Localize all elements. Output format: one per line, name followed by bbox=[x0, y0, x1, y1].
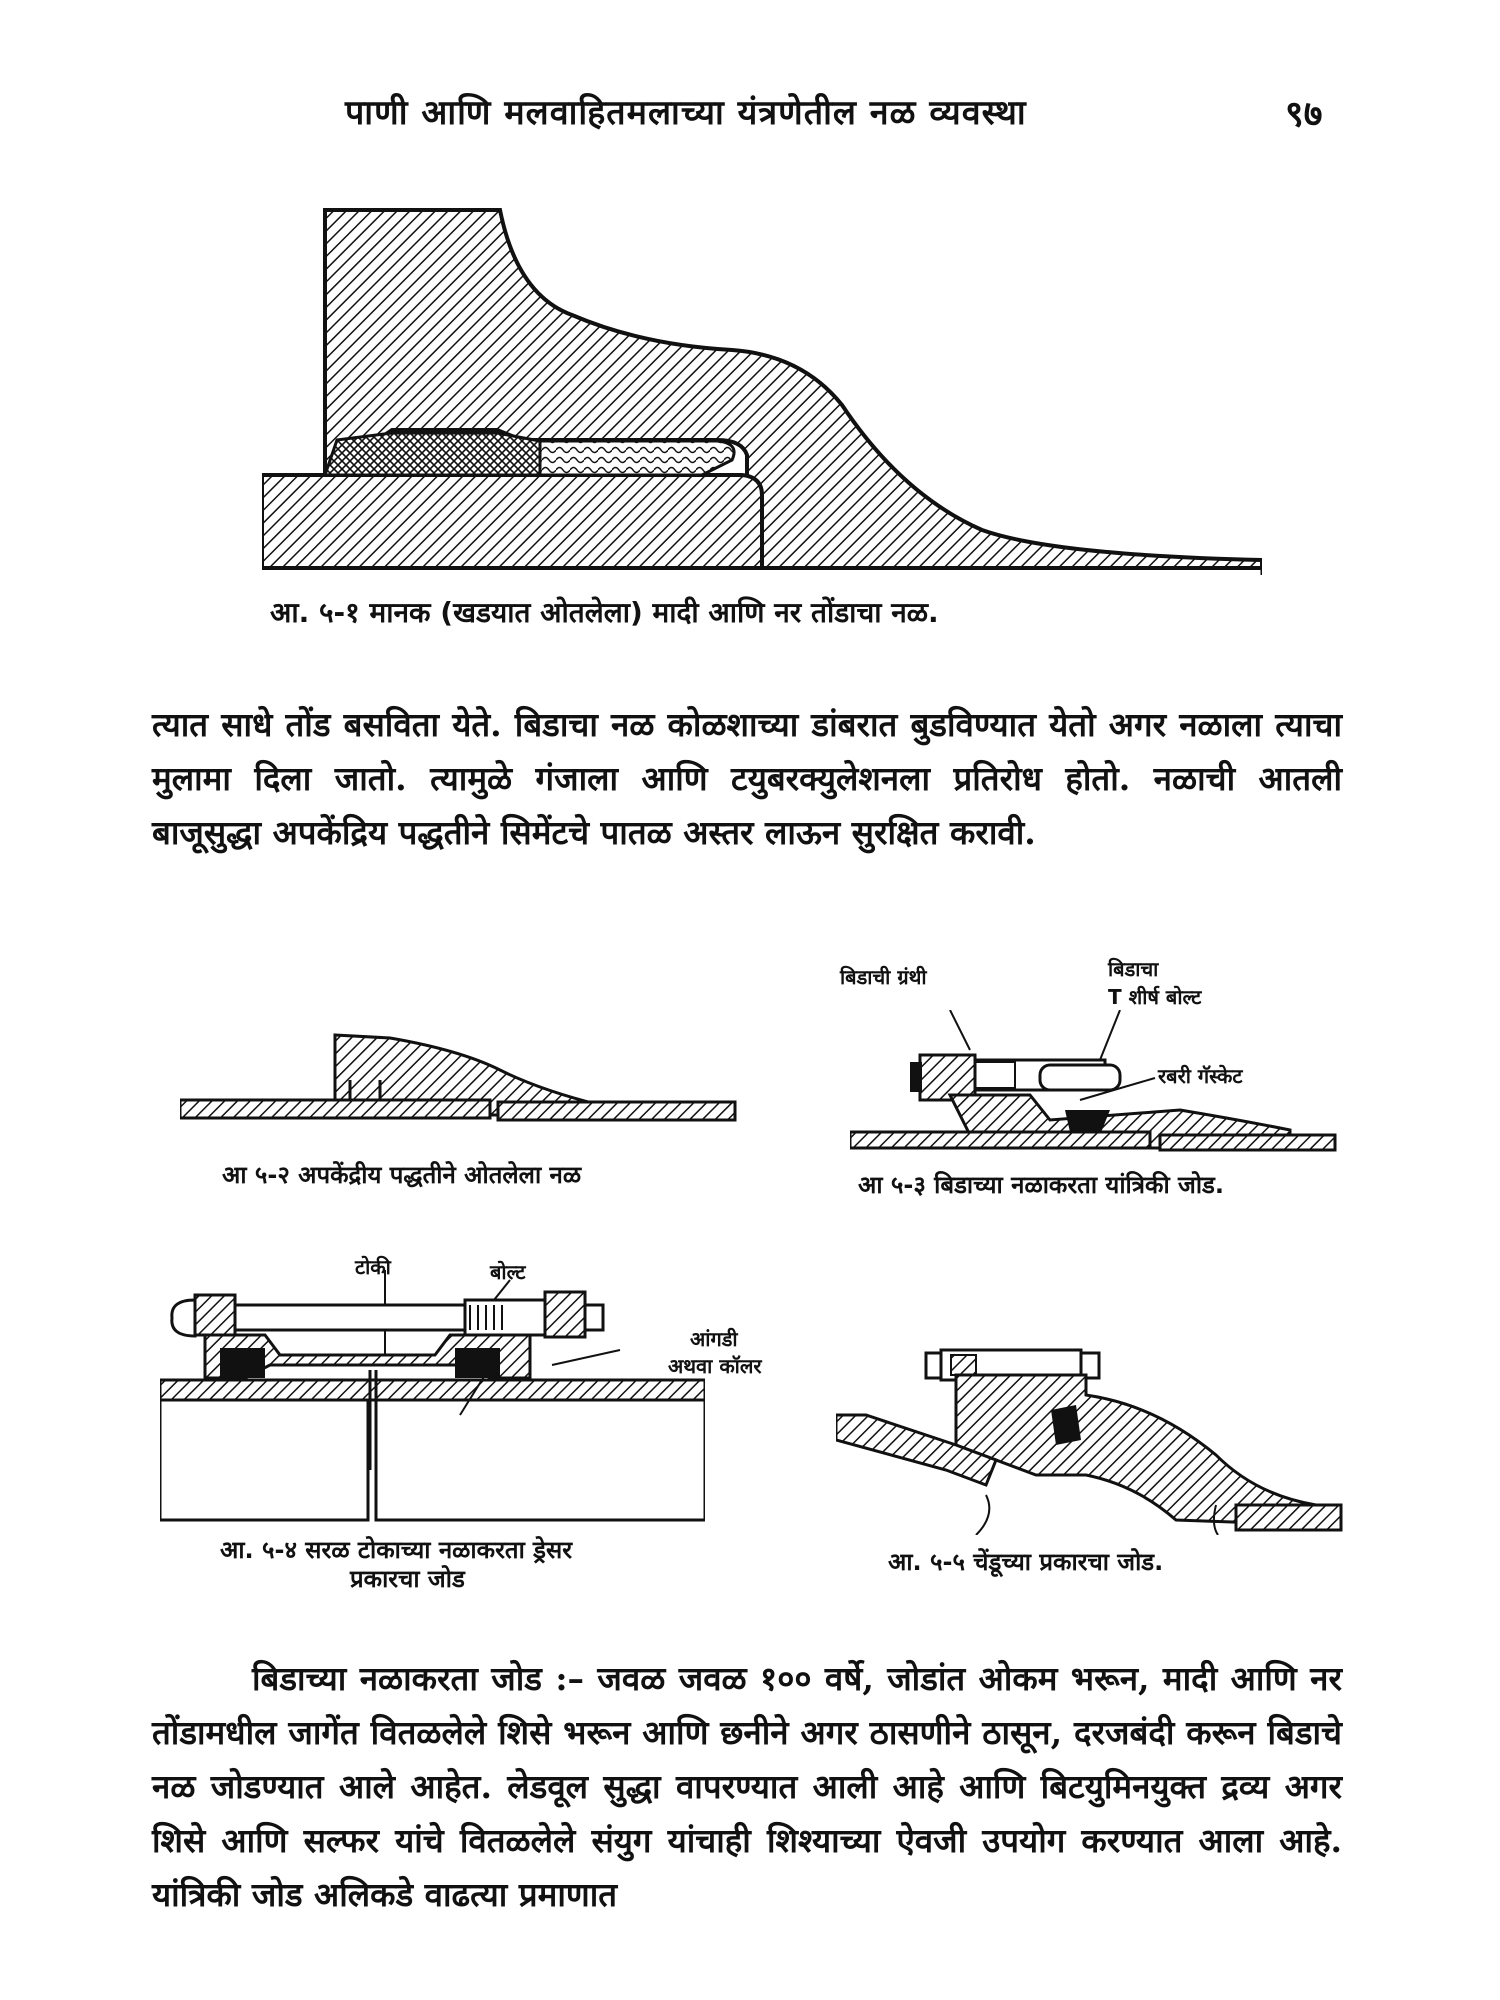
paragraph-2 bbox=[152, 1652, 1342, 1922]
figure-5-1-caption: आ. ५-१ मानक (खडयात ओतलेला) मादी आणि नर तोंडाचा नळ. bbox=[270, 596, 939, 629]
fig3-label-tee-bolt: T शीर्ष बोल्ट bbox=[1108, 985, 1202, 1009]
fig4-label-or-collar: अथवा कॉलर bbox=[668, 1354, 762, 1378]
bell-spigot-pipe-drawing bbox=[262, 205, 1262, 575]
ball-joint-drawing bbox=[836, 1345, 1346, 1535]
fig4-label-end: टोकी bbox=[355, 1255, 391, 1279]
centrifugal-cast-pipe-drawing bbox=[180, 1030, 740, 1140]
figure-5-5-caption: आ. ५-५ चेंडूच्या प्रकारचा जोड. bbox=[888, 1548, 1164, 1576]
fig3-label-rubber-gasket: रबरी गॅस्केट bbox=[1158, 1064, 1243, 1088]
page-number: ९७ bbox=[1285, 93, 1323, 135]
fig4-label-bolt: बोल्ट bbox=[490, 1260, 526, 1284]
dresser-coupling-drawing bbox=[160, 1270, 705, 1525]
running-title: पाणी आणि मलवाहितमलाच्या यंत्रणेतील नळ व्यवस्था bbox=[345, 93, 1027, 133]
figure-5-1 bbox=[262, 205, 1262, 575]
paragraph-2-heading: बिडाच्या नळाकरता जोड :– bbox=[252, 1659, 585, 1698]
fig3-label-gland: बिडाची ग्रंथी bbox=[840, 965, 927, 989]
fig4-label-collar: आंगडी bbox=[690, 1327, 738, 1351]
figure-5-4-caption-line1: आ. ५-४ सरळ टोकाच्या नळाकरता ड्रेसर bbox=[220, 1536, 573, 1564]
figure-5-5 bbox=[836, 1345, 1346, 1535]
figure-5-2-caption: आ ५-२ अपकेंद्रीय पद्धतीने ओतलेला नळ bbox=[222, 1161, 582, 1189]
paragraph-2-text: जवळ जवळ १०० वर्षे, जोडांत ओकम भरून, मादी आणि नर तोंडामधील जागेंत वितळलेले शिसे भरून आणि छनीने अगर ठासणीने ठासून, दरजबंदी करून बिडाचे नळ जोडण्यात आले आहेत. लेडवूल सुद्धा वापरण्यात आली आहे आणि बिटयुमिनयुक्त द्रव्य अगर शिसे आणि सल्फर यांचे वितळलेले संयुग यांचाही शिश्याच्या ऐवजी उपयोग करण्यात आला आहे. यांत्रिकी जोड अलिकडे वाढत्या प्रमाणात bbox=[152, 1659, 1342, 1914]
fig3-label-cast-iron: बिडाचा bbox=[1108, 957, 1159, 981]
figure-5-2 bbox=[180, 1030, 740, 1140]
page-header bbox=[0, 88, 1500, 148]
figure-5-3 bbox=[850, 1010, 1340, 1160]
mechanical-joint-drawing bbox=[850, 1010, 1340, 1160]
figure-5-3-caption: आ ५-३ बिडाच्या नळाकरता यांत्रिकी जोड. bbox=[858, 1171, 1224, 1199]
figure-5-4 bbox=[160, 1270, 705, 1525]
figure-5-4-caption-line2: प्रकारचा जोड bbox=[350, 1565, 465, 1593]
paragraph-1: त्यात साधे तोंड बसविता येते. बिडाचा नळ कोळशाच्या डांबरात बुडविण्यात येतो अगर नळाला त्याचा मुलामा दिला जातो. त्यामुळे गंजाला आणि टयुबरक्युलेशनला प्रतिरोध होतो. नळाची आतली बाजूसुद्धा अपकेंद्रिय पद्धतीने सिमेंटचे पातळ अस्तर लाऊन सुरक्षित करावी. bbox=[152, 705, 1342, 852]
